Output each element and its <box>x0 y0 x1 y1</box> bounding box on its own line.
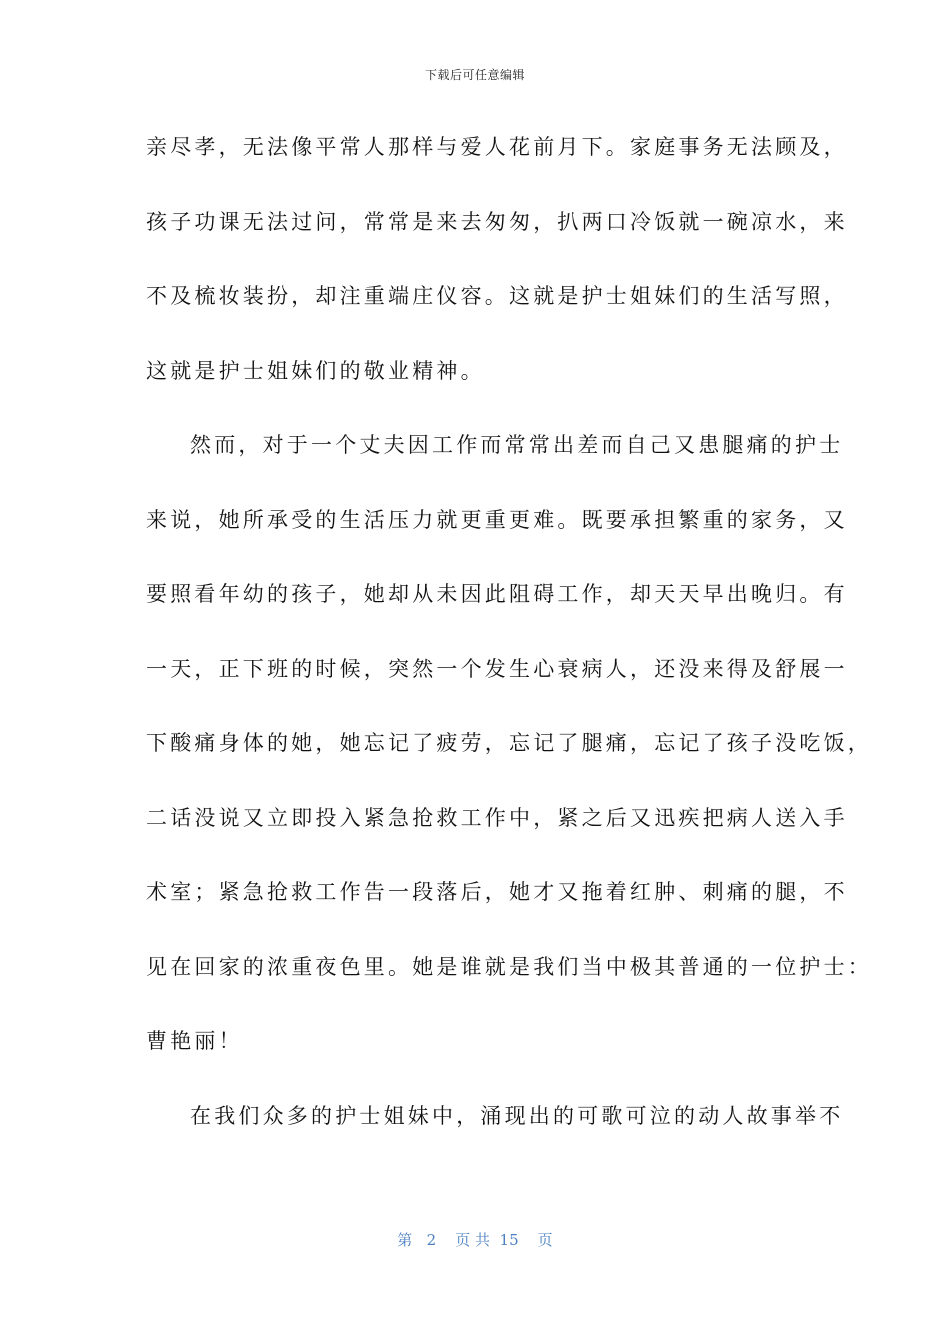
document-body <box>146 127 872 1170</box>
page-header: 下载后可任意编辑 <box>424 68 525 82</box>
body-line: 一天，正下班的时候，突然一个发生心衰病人，还没来得及舒展一 <box>146 656 848 681</box>
body-line-indented: 在我们众多的护士姐妹中，涌现出的可歌可泣的动人故事举不 <box>190 1103 844 1128</box>
body-line: 曹艳丽！ <box>146 1029 243 1053</box>
body-line: 孩子功课无法过问，常常是来去匆匆，扒两口冷饭就一碗凉水，来 <box>146 209 848 234</box>
body-line: 不及梳妆装扮，却注重端庄仪容。这就是护士姐妹们的生活写照， <box>146 284 848 308</box>
body-line-indented: 然而，对于一个丈夫因工作而常常出差而自己又患腿痛的护士 <box>190 433 844 457</box>
body-line: 要照看年幼的孩子，她却从未因此阻碍工作，却天天早出晚归。有 <box>146 582 848 606</box>
body-line: 下酸痛身体的她，她忘记了疲劳，忘记了腿痛，忘记了孩子没吃饭， <box>146 731 872 755</box>
body-line: 见在回家的浓重夜色里。她是谁就是我们当中极其普通的一位护士： <box>146 954 872 979</box>
body-line: 二话没说又立即投入紧急抢救工作中，紧之后又迅疾把病人送入手 <box>146 805 848 830</box>
body-line: 术室；紧急抢救工作告一段落后，她才又拖着红肿、刺痛的腿，不 <box>146 880 848 904</box>
body-line: 这就是护士姐妹们的敬业精神。 <box>146 358 485 383</box>
page-number-footer: 第 2 页 共 15 页 <box>397 1231 553 1249</box>
body-line: 亲尽孝，无法像平常人那样与爱人花前月下。家庭事务无法顾及， <box>146 135 848 159</box>
body-line: 来说，她所承受的生活压力就更重更难。既要承担繁重的家务，又 <box>146 507 848 532</box>
